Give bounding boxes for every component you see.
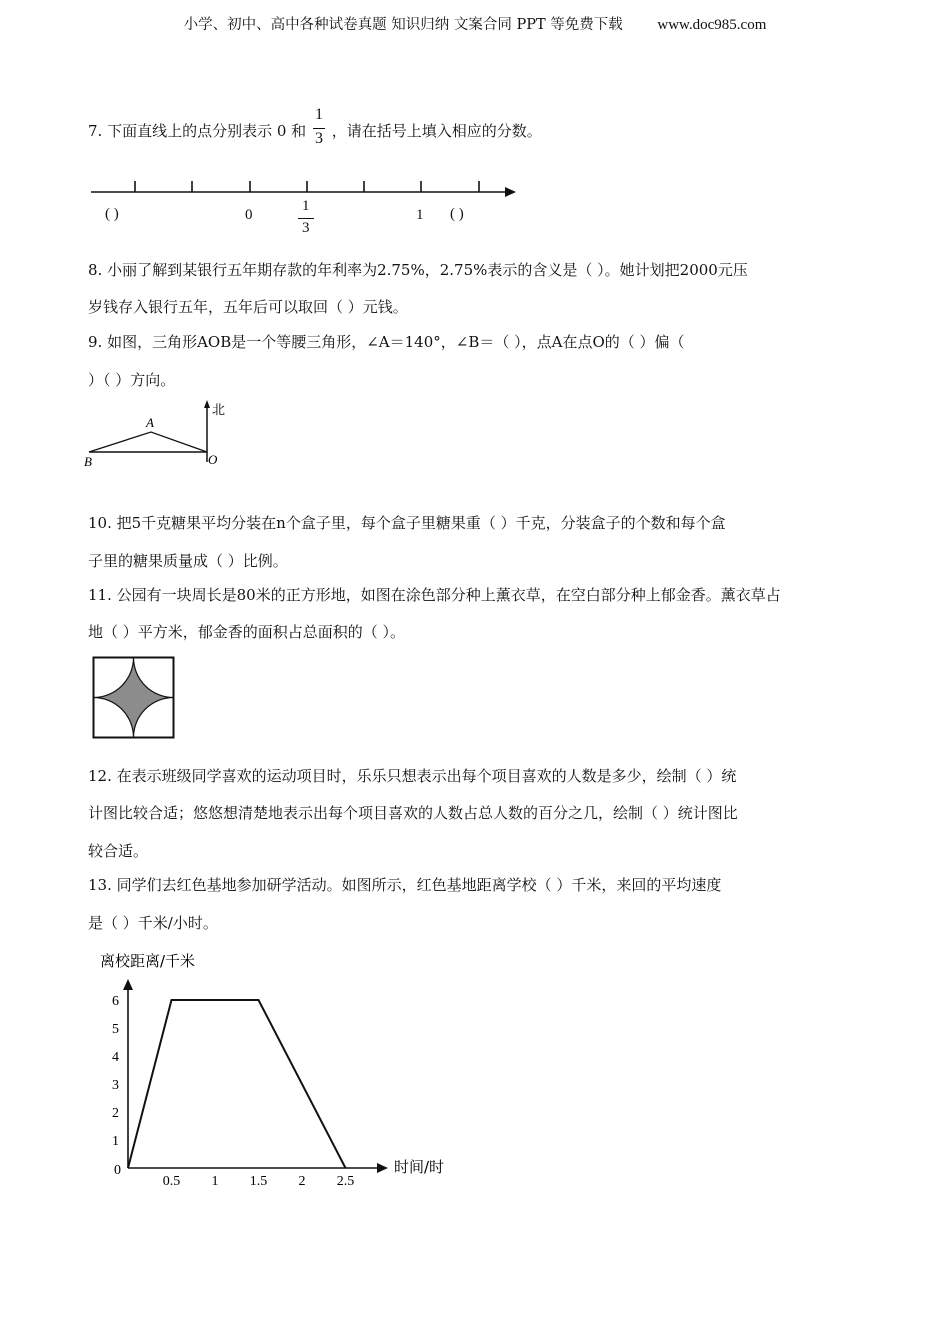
y-tick-label: 3 [112, 1078, 119, 1093]
north-arrow [204, 400, 210, 408]
question-13-line-2: 是（ ）千米/小时。 [88, 914, 218, 932]
number-line-arrow [505, 187, 516, 197]
y-tick-label: 5 [112, 1022, 119, 1037]
question-12-line-2: 计图比较合适；悠悠想清楚地表示出每个项目喜欢的人数占总人数的百分之几，绘制（ ）统计图比 [88, 804, 738, 822]
label-third-den: 3 [302, 220, 310, 236]
shaded-star-region [94, 658, 174, 738]
question-8-line-1: 8. 小丽了解到某银行五年期存款的年利率为2.75%，2.75%表示的含义是（ ）。她计划把2000元压 [88, 261, 748, 279]
question-9-line-1: 9. 如图，三角形AOB是一个等腰三角形，∠A＝140°，∠B＝（ ），点A在点O的（ ）偏（ [88, 333, 685, 351]
label-third-bar [298, 218, 314, 219]
y-tick-label: 6 [112, 994, 119, 1009]
origin-label: 0 [114, 1163, 121, 1178]
header-url[interactable]: www.doc985.com [657, 17, 767, 33]
triangle-sides [89, 432, 207, 452]
question-9-line-2: ）（ ）方向。 [88, 371, 176, 389]
y-axis-label: 离校距离/千米 [100, 952, 196, 970]
question-7-text: 7. 下面直线上的点分别表示 0 和 $\frac{1}{3}$ ，请在括号上填入相应的分数。 [88, 106, 542, 147]
question-11-line-2: 地（ ）平方米，郁金香的面积占总面积的（ ）。 [88, 623, 406, 641]
question-10-line-1: 10. 把5千克糖果平均分装在n个盒子里，每个盒子里糖果重（ ）千克，分装盒子的个数和每个盒 [88, 514, 726, 532]
x-axis-label: 时间/时 [394, 1158, 445, 1176]
header-text: 小学、初中、高中各种试卷真题 知识归纳 文案合同 PPT 等免费下载 [183, 17, 623, 33]
x-tick-label: 1 [211, 1174, 219, 1189]
blank-left[interactable]: ( ) [105, 206, 119, 222]
lavender-square-figure [92, 656, 176, 740]
question-11-line-1: 11. 公园有一块周长是80米的正方形地，如图在涂色部分种上薰衣草，在空白部分种上郁金香。薰衣草占 [88, 586, 781, 604]
question-10-line-2: 子里的糖果质量成（ ）比例。 [88, 552, 288, 570]
x-axis-arrow [377, 1163, 388, 1173]
y-tick-label: 1 [112, 1134, 119, 1149]
question-12-line-1: 12. 在表示班级同学喜欢的运动项目时，乐乐只想表示出每个项目喜欢的人数是多少，绘制（ ）统 [88, 767, 737, 785]
point-o-label: O [208, 452, 218, 467]
x-tick-label: 0.5 [162, 1174, 181, 1189]
blank-right[interactable]: ( ) [450, 206, 464, 222]
y-axis-arrow [123, 979, 133, 990]
x-tick-label: 2.5 [336, 1174, 355, 1189]
point-b-label: B [84, 454, 92, 469]
question-13-line-1: 13. 同学们去红色基地参加研学活动。如图所示，红色基地距离学校（ ）千米，来回的平均速度 [88, 876, 722, 894]
distance-time-chart [90, 945, 470, 1195]
question-12-line-3: 较合适。 [88, 842, 149, 860]
point-a-label: A [146, 415, 154, 430]
data-series-line [128, 1000, 346, 1168]
question-8-line-2: 岁钱存入银行五年，五年后可以取回（ ）元钱。 [88, 298, 408, 316]
y-tick-label: 2 [112, 1106, 119, 1121]
page-header [0, 13, 950, 34]
label-zero: 0 [245, 207, 253, 223]
x-tick-label: 1.5 [249, 1174, 268, 1189]
label-one: 1 [416, 207, 424, 223]
north-label: 北 [212, 403, 226, 418]
y-tick-label: 4 [112, 1050, 119, 1065]
label-third-num: 1 [302, 198, 310, 214]
x-tick-label: 2 [298, 1174, 306, 1189]
triangle-aob-figure [84, 400, 234, 470]
